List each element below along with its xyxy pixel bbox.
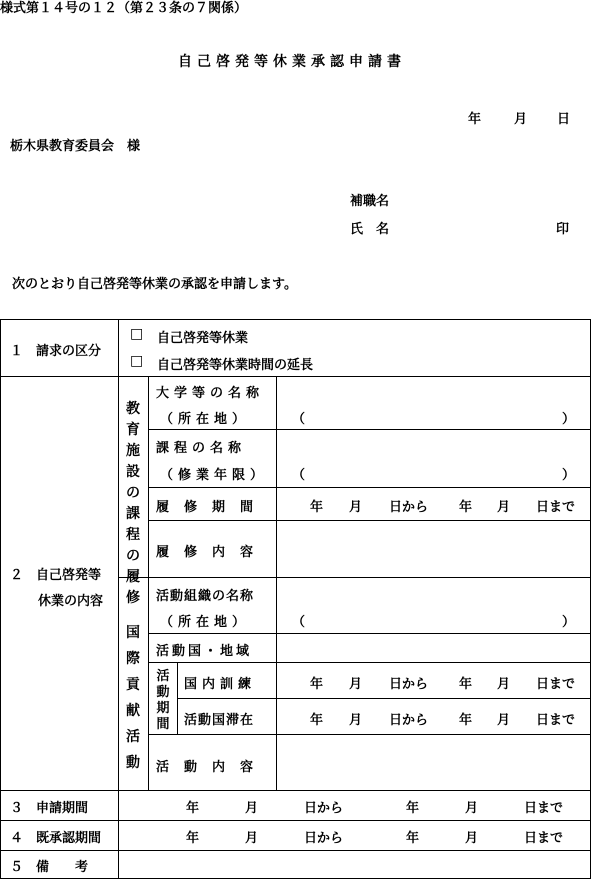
- position-label: 補職名: [350, 194, 390, 209]
- form-number: 様式第１４号の１２（第２３条の７関係）: [0, 1, 248, 16]
- month-word: 月: [349, 677, 363, 692]
- section2-label-line1: ２ 自己啓発等: [10, 568, 102, 583]
- country-label: 活動国・地域: [156, 644, 253, 659]
- from-day-word: 日から: [389, 713, 429, 728]
- grid-line: [0, 820, 591, 821]
- year-word: 年: [310, 677, 324, 692]
- paren-open: （: [292, 412, 306, 427]
- study-content-label: 履修内容: [156, 545, 269, 560]
- to-day-word: 日まで: [536, 677, 576, 692]
- seal-mark: 印: [556, 222, 570, 237]
- section2-label-line2: 休業の内容: [38, 594, 104, 609]
- paren-close: ）: [562, 468, 576, 483]
- checkbox[interactable]: □: [130, 353, 144, 369]
- grid-line: [118, 577, 591, 578]
- grid-line: [0, 376, 591, 377]
- activity-content-input[interactable]: [278, 736, 588, 788]
- grid-line: [148, 662, 591, 663]
- to-day-word: 日まで: [536, 713, 576, 728]
- org-location-label: （所在地）: [160, 615, 251, 630]
- month-word: 月: [349, 713, 363, 728]
- paren-open: （: [292, 468, 306, 483]
- paren-close: ）: [562, 412, 576, 427]
- year-word: 年: [310, 713, 324, 728]
- study-content-input[interactable]: [278, 522, 588, 575]
- checkbox[interactable]: □: [130, 326, 144, 342]
- course-input[interactable]: [305, 433, 555, 483]
- grid-line: [118, 319, 119, 879]
- month-word: 月: [497, 677, 511, 692]
- grid-line: [177, 698, 591, 699]
- year-word: 年: [459, 713, 473, 728]
- course-years-label: （修業年限）: [160, 468, 269, 483]
- grid-line: [148, 487, 591, 488]
- grid-line: [148, 633, 591, 634]
- institution-name-label: 大学等の名称: [156, 386, 265, 401]
- grid-line: [148, 734, 591, 735]
- month-word: 月: [465, 831, 479, 846]
- date-day: 日: [557, 112, 571, 127]
- section1-label: １ 請求の区分: [10, 344, 102, 359]
- grid-line: [0, 319, 1, 879]
- year-word: 年: [406, 801, 420, 816]
- month-word: 月: [245, 801, 259, 816]
- org-name-label: 活動組織の名称: [156, 589, 255, 604]
- section3-label: ３ 申請期間: [10, 801, 89, 816]
- date-year: 年: [468, 112, 482, 127]
- option-label: 自己啓発等休業時間の延長: [157, 358, 314, 373]
- month-word: 月: [497, 713, 511, 728]
- domestic-training-label: 国内訓練: [184, 677, 257, 692]
- section5-label: ５ 備 考: [10, 860, 89, 875]
- month-word: 月: [245, 831, 259, 846]
- international-group-label: 国際貢献活動: [126, 625, 140, 771]
- course-name-label: 課程の名称: [156, 441, 247, 456]
- grid-line: [148, 429, 591, 430]
- grid-line: [148, 520, 591, 521]
- date-month: 月: [514, 112, 528, 127]
- name-label: 氏 名: [350, 222, 390, 237]
- org-input[interactable]: [305, 581, 555, 629]
- form-title: 自己啓発等休業承認申請書: [178, 54, 406, 70]
- to-day-word: 日まで: [524, 831, 564, 846]
- education-group-label: 教育施設の課程の履修: [126, 401, 140, 606]
- paren-close: ）: [562, 615, 576, 630]
- grid-line: [148, 376, 149, 790]
- section4-label: ４ 既承認期間: [10, 831, 102, 846]
- from-day-word: 日から: [304, 801, 344, 816]
- abroad-stay-label: 活動国滞在: [184, 713, 255, 728]
- grid-line: [0, 790, 591, 791]
- from-day-word: 日から: [389, 677, 429, 692]
- to-day-word: 日まで: [524, 801, 564, 816]
- month-word: 月: [465, 801, 479, 816]
- year-word: 年: [186, 831, 200, 846]
- addressee: 栃木県教育委員会 様: [10, 139, 141, 154]
- grid-line: [276, 376, 277, 790]
- grid-line: [0, 850, 591, 851]
- option-label: 自己啓発等休業: [157, 331, 249, 346]
- month-word: 月: [497, 500, 511, 515]
- year-word: 年: [406, 831, 420, 846]
- remarks-input[interactable]: [120, 852, 588, 876]
- year-word: 年: [186, 801, 200, 816]
- study-period-label: 履修期間: [156, 500, 269, 515]
- country-input[interactable]: [278, 635, 588, 660]
- institution-location-label: （所在地）: [160, 412, 251, 427]
- year-word: 年: [310, 500, 324, 515]
- from-day-word: 日から: [304, 831, 344, 846]
- activity-period-group-label: 活動期間: [156, 669, 170, 732]
- institution-input[interactable]: [305, 380, 555, 426]
- intro-text: 次のとおり自己啓発等休業の承認を申請します。: [12, 277, 297, 292]
- year-word: 年: [459, 500, 473, 515]
- paren-open: （: [292, 615, 306, 630]
- to-day-word: 日まで: [536, 500, 576, 515]
- grid-line: [0, 319, 591, 320]
- year-word: 年: [459, 677, 473, 692]
- activity-content-label: 活動内容: [156, 760, 269, 775]
- month-word: 月: [349, 500, 363, 515]
- from-day-word: 日から: [389, 500, 429, 515]
